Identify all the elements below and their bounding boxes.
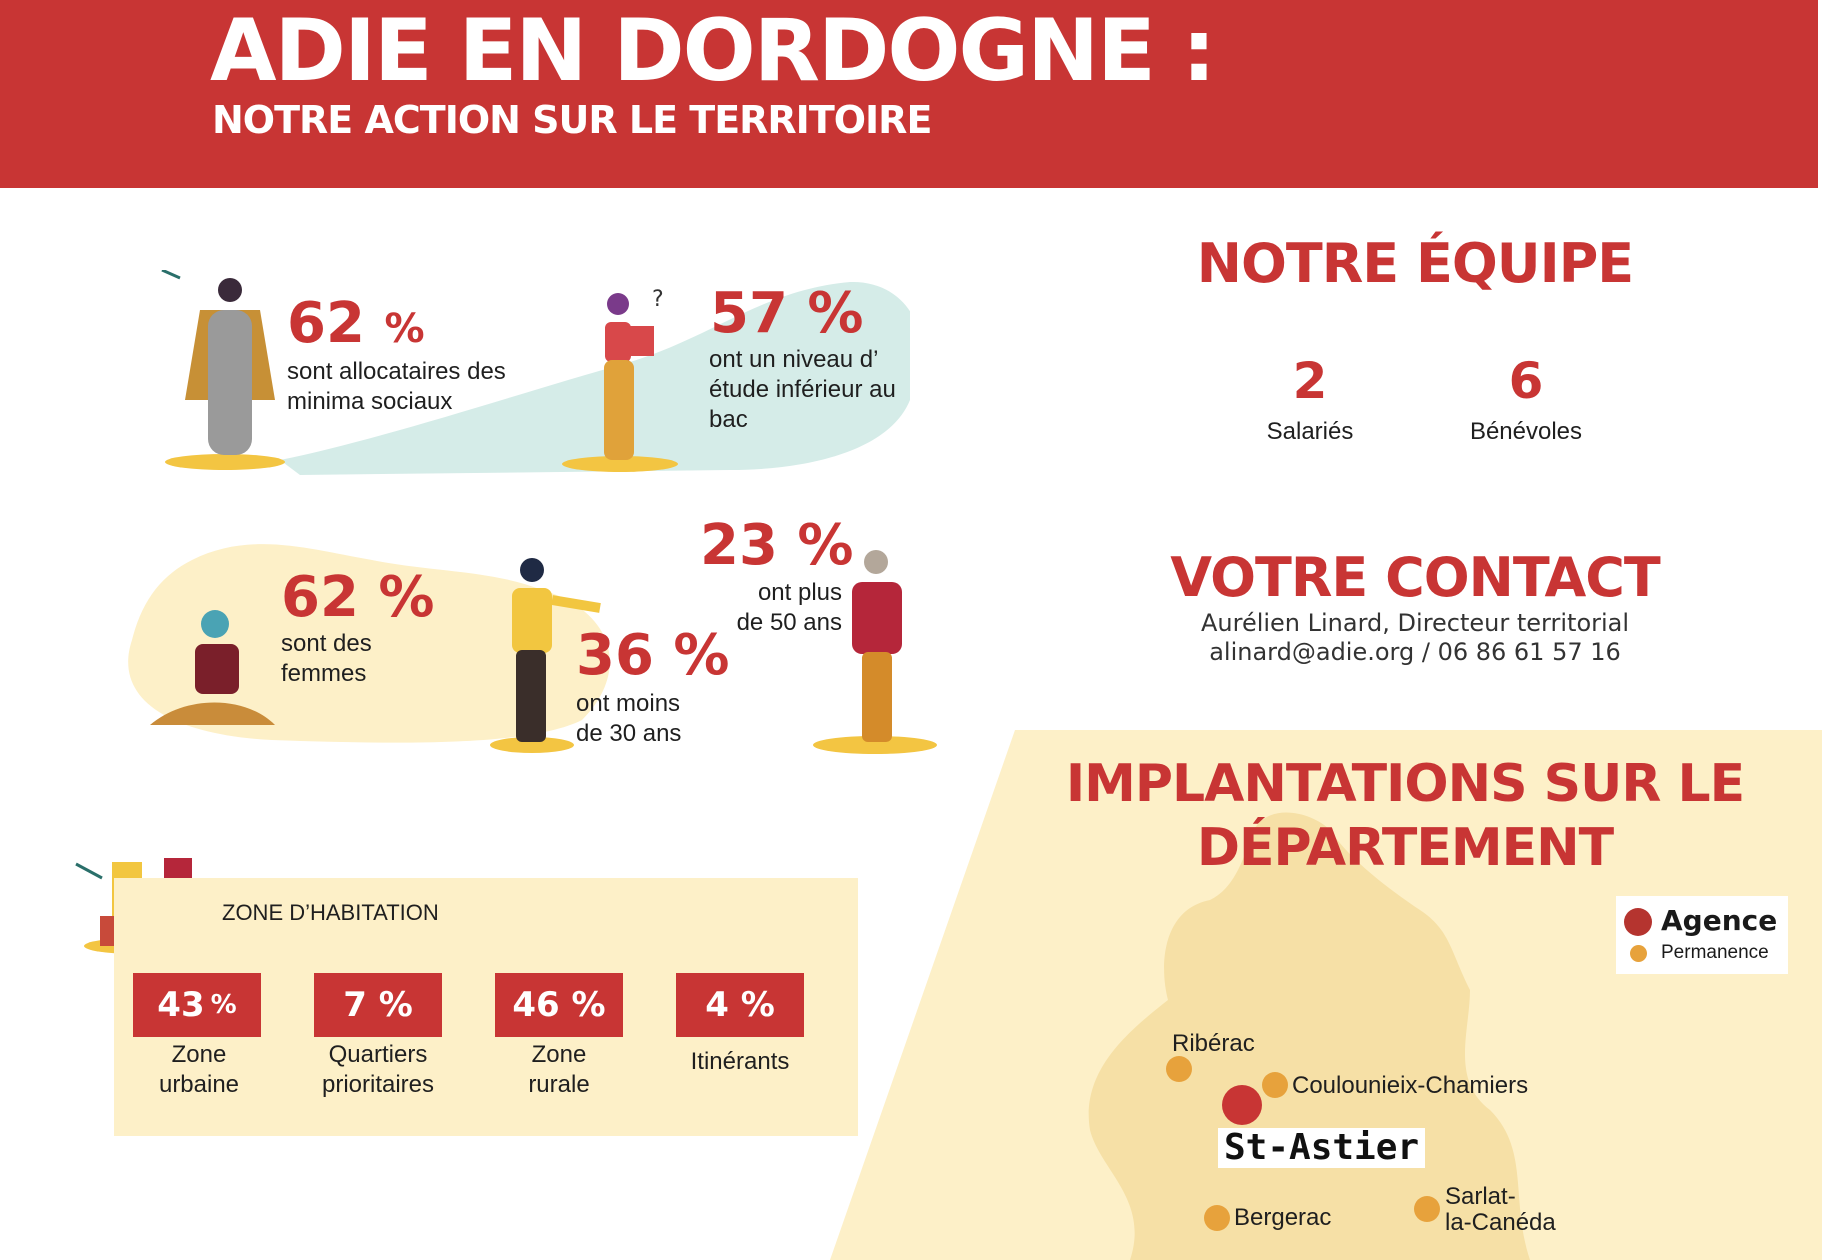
stat-femmes-label-line: sont des (281, 630, 372, 657)
riberac-marker (1166, 1056, 1192, 1082)
contact-name: Aurélien Linard, Directeur territorial (1200, 609, 1630, 637)
zone-itinerants-badge: 4 % (676, 973, 804, 1037)
team-salaries-label: Salariés (1266, 418, 1354, 445)
stat-minima-unit: % (384, 306, 425, 352)
map-title-line: DÉPARTEMENT (1196, 818, 1614, 878)
st-astier-marker (1222, 1085, 1262, 1125)
coulounieix-label: Coulounieix-Chamiers (1292, 1072, 1529, 1099)
zone-urbaine-badge (133, 973, 261, 1037)
zone-rurale-label-line: rurale (528, 1071, 590, 1098)
stat-etude-value: 57 % (710, 281, 864, 346)
zone-rurale-badge: 46 % (495, 973, 623, 1037)
sitting-woman-illustration (145, 600, 280, 740)
coulounieix-marker (1262, 1072, 1288, 1098)
permanence-legend-label: Permanence (1661, 942, 1769, 963)
stat-etude-label-line: bac (709, 406, 748, 433)
zone-quartiers-label (288, 1040, 468, 1100)
stat-plus50-label-line: ont plus (757, 579, 842, 606)
stat-plus50-value: 23 % (700, 513, 854, 578)
stat-moins30-label-line: de 30 ans (576, 720, 682, 747)
zone-quartiers-label-line: prioritaires (321, 1071, 435, 1098)
zone-habitation-title: ZONE D’HABITATION (222, 900, 439, 925)
stat-plus50-label-line: de 50 ans (736, 609, 842, 636)
stat-etude-label-line: ont un niveau d’ (709, 346, 879, 373)
zone-rurale-label-line: Zone (531, 1041, 587, 1068)
stat-etude-label (709, 345, 939, 435)
stat-minima-number: 62 (287, 291, 365, 356)
bergerac-label: Bergerac (1234, 1204, 1332, 1231)
sarlat-label-line: la-Canéda (1445, 1209, 1556, 1236)
riberac-label: Ribérac (1172, 1030, 1255, 1057)
zone-urbaine-unit: % (210, 990, 237, 1020)
stat-moins30-value: 36 % (576, 623, 730, 688)
agence-legend-label: Agence (1661, 904, 1778, 937)
stat-femmes-value: 62 % (281, 565, 435, 630)
zone-itinerants-label-line: Itinérants (690, 1048, 790, 1075)
contact-title: VOTRE CONTACT (1170, 546, 1660, 609)
student-illustration (560, 282, 680, 472)
page-title: ADIE EN DORDOGNE : (210, 1, 1215, 101)
sarlat-marker (1414, 1196, 1440, 1222)
team-benevoles-label: Bénévoles (1469, 418, 1583, 445)
stat-moins30-label-line: ont moins (576, 690, 681, 717)
zone-quartiers-label-line: Quartiers (328, 1041, 428, 1068)
zone-itinerants-label (650, 1047, 830, 1077)
page-subtitle: NOTRE ACTION SUR LE TERRITOIRE (212, 98, 932, 142)
sarlat-label (1445, 1184, 1556, 1236)
team-salaries-count: 2 (1292, 352, 1328, 410)
stat-minima-label-line: minima sociaux (287, 388, 453, 415)
agence-legend-dot (1624, 908, 1652, 936)
zone-urbaine-number: 43 (157, 985, 205, 1025)
woman-illustration (160, 270, 290, 470)
stat-etude-label-line: étude inférieur au (709, 376, 896, 403)
sarlat-label-line: Sarlat- (1445, 1183, 1516, 1210)
stat-femmes-label (281, 629, 431, 689)
svg-text:?: ? (652, 287, 664, 312)
stat-minima-label (287, 357, 557, 417)
stat-minima-label-line: sont allocataires des (287, 358, 506, 385)
stat-femmes-label-line: femmes (281, 660, 367, 687)
team-benevoles-count: 6 (1508, 352, 1544, 410)
zone-urbaine-label-line: urbaine (158, 1071, 240, 1098)
zone-rurale-label (469, 1040, 649, 1100)
st-astier-label: St-Astier (1218, 1128, 1425, 1168)
map-title (1055, 752, 1755, 880)
zone-urbaine-label (109, 1040, 289, 1100)
contact-email-phone[interactable]: alinard@adie.org / 06 86 61 57 16 (1209, 638, 1621, 666)
map-title-line: IMPLANTATIONS SUR LE (1065, 754, 1745, 814)
zone-quartiers-badge: 7 % (314, 973, 442, 1037)
zone-urbaine-label-line: Zone (171, 1041, 227, 1068)
stat-moins30-label (576, 689, 736, 749)
permanence-legend-dot (1630, 945, 1647, 962)
team-title: NOTRE ÉQUIPE (1196, 232, 1634, 295)
bergerac-marker (1204, 1205, 1230, 1231)
stat-minima-value (287, 291, 425, 356)
